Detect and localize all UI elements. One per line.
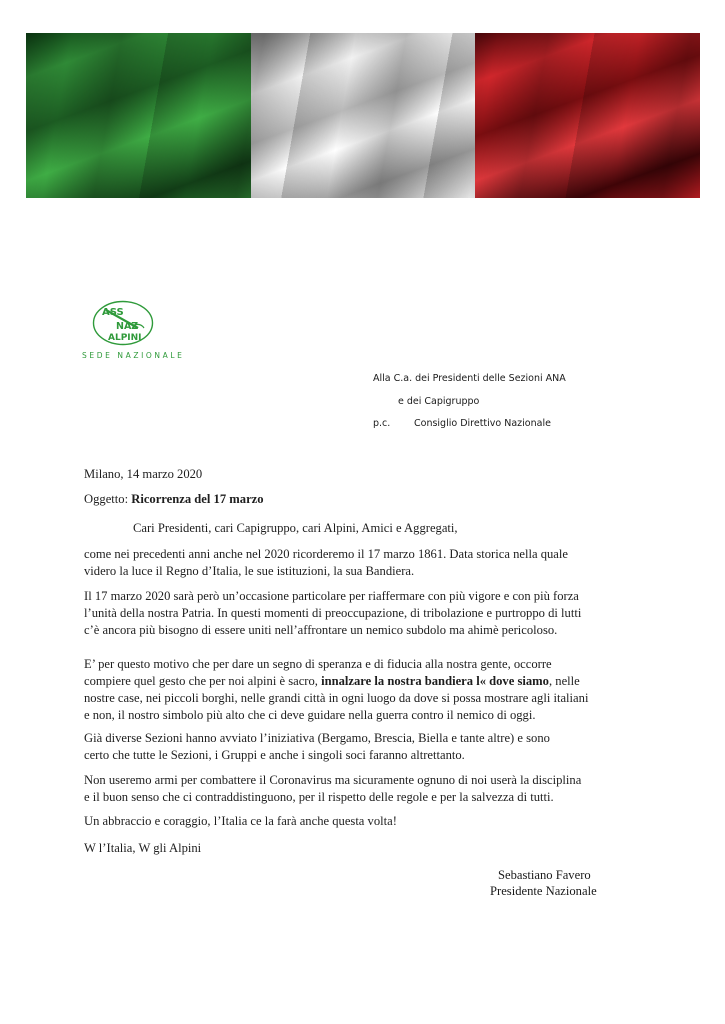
paragraph-2-line-3: c’è ancora più bisogno di essere uniti nell’affrontare un nemico subdolo ma ahimè pericoloso. [84,623,558,637]
signature-title: Presidente Nazionale [490,884,597,898]
paragraph-2-line-1: Il 17 marzo 2020 sarà però un’occasione particolare per riaffermare con più vigore e con più forza [84,589,579,603]
paragraph-5-line-1: Non useremo armi per combattere il Coronavirus ma sicuramente ognuno di noi userà la disciplina [84,773,582,787]
subject-label: Oggetto: [84,492,129,506]
paragraph-4-line-1: Già diverse Sezioni hanno avviato l’iniziativa (Bergamo, Brescia, Biella e tante altre) e sono [84,731,550,745]
recipient-line-2: e dei Capigruppo [398,396,480,407]
paragraph-5 [84,772,618,806]
sede-nazionale-label: SEDE NAZIONALE [82,351,185,360]
paragraph-3 [84,656,618,724]
recipient-pc-value: Consiglio Direttivo Nazionale [414,418,551,429]
paragraph-2-line-2: l’unità della nostra Patria. In questi momenti di preoccupazione, di tribolazione e purtroppo di lutti [84,606,582,620]
paragraph-1-line-2: videro la luce il Regno d’Italia, le sue istituzioni, la sua Bandiera. [84,564,415,578]
letter-date: Milano, 14 marzo 2020 [84,467,203,481]
ana-logo [92,300,154,346]
italian-flag-banner [26,33,700,198]
paragraph-3-line-1: E’ per questo motivo che per dare un segno di speranza e di fiducia alla nostra gente, occorre [84,657,552,671]
paragraph-3-line-2-pre: compiere quel gesto che per noi alpini è sacro, [84,674,322,688]
letter-subject [84,491,264,508]
flag-wave-shading [26,33,700,198]
paragraph-3-line-2 [84,673,618,690]
paragraph-3-line-3: nostre case, nei piccoli borghi, nelle grandi città in ogni luogo da dove si possa mostrare agli italiani [84,691,589,705]
paragraph-3-line-4: e non, il nostro simbolo più alto che ci deve guidare nella guerra contro il nemico di oggi. [84,708,536,722]
paragraph-5-line-2: e il buon senso che ci contraddistinguono, per il rispetto delle regole e per la salvezza di tutti. [84,790,554,804]
logo-text-top: ASS [102,307,124,318]
recipient-line-1: Alla C.a. dei Presidenti delle Sezioni ANA [373,373,566,384]
paragraph-2 [84,588,618,639]
closing-line-2: W l’Italia, W gli Alpini [84,841,202,855]
closing-line-1: Un abbraccio e coraggio, l’Italia ce la farà anche questa volta! [84,814,397,828]
recipient-pc-label: p.c. [373,418,391,429]
logo-text-mid: NAZ [116,321,139,332]
paragraph-4-line-2: certo che tutte le Sezioni, i Gruppi e anche i singoli soci faranno altrettanto. [84,748,465,762]
paragraph-1 [84,546,618,580]
paragraph-4 [84,730,618,764]
letter-greeting: Cari Presidenti, cari Capigruppo, cari Alpini, Amici e Aggregati, [133,521,458,535]
subject-text: Ricorrenza del 17 marzo [131,492,264,506]
signature-name: Sebastiano Favero [498,868,591,882]
paragraph-3-bold-phrase: innalzare la nostra bandiera l« dove siamo [321,674,549,688]
logo-text-bottom: ALPINI [108,333,142,343]
paragraph-3-line-2-post: , nelle [548,674,580,688]
paragraph-1-line-1: come nei precedenti anni anche nel 2020 ricorderemo il 17 marzo 1861. Data storica nella quale [84,547,568,561]
